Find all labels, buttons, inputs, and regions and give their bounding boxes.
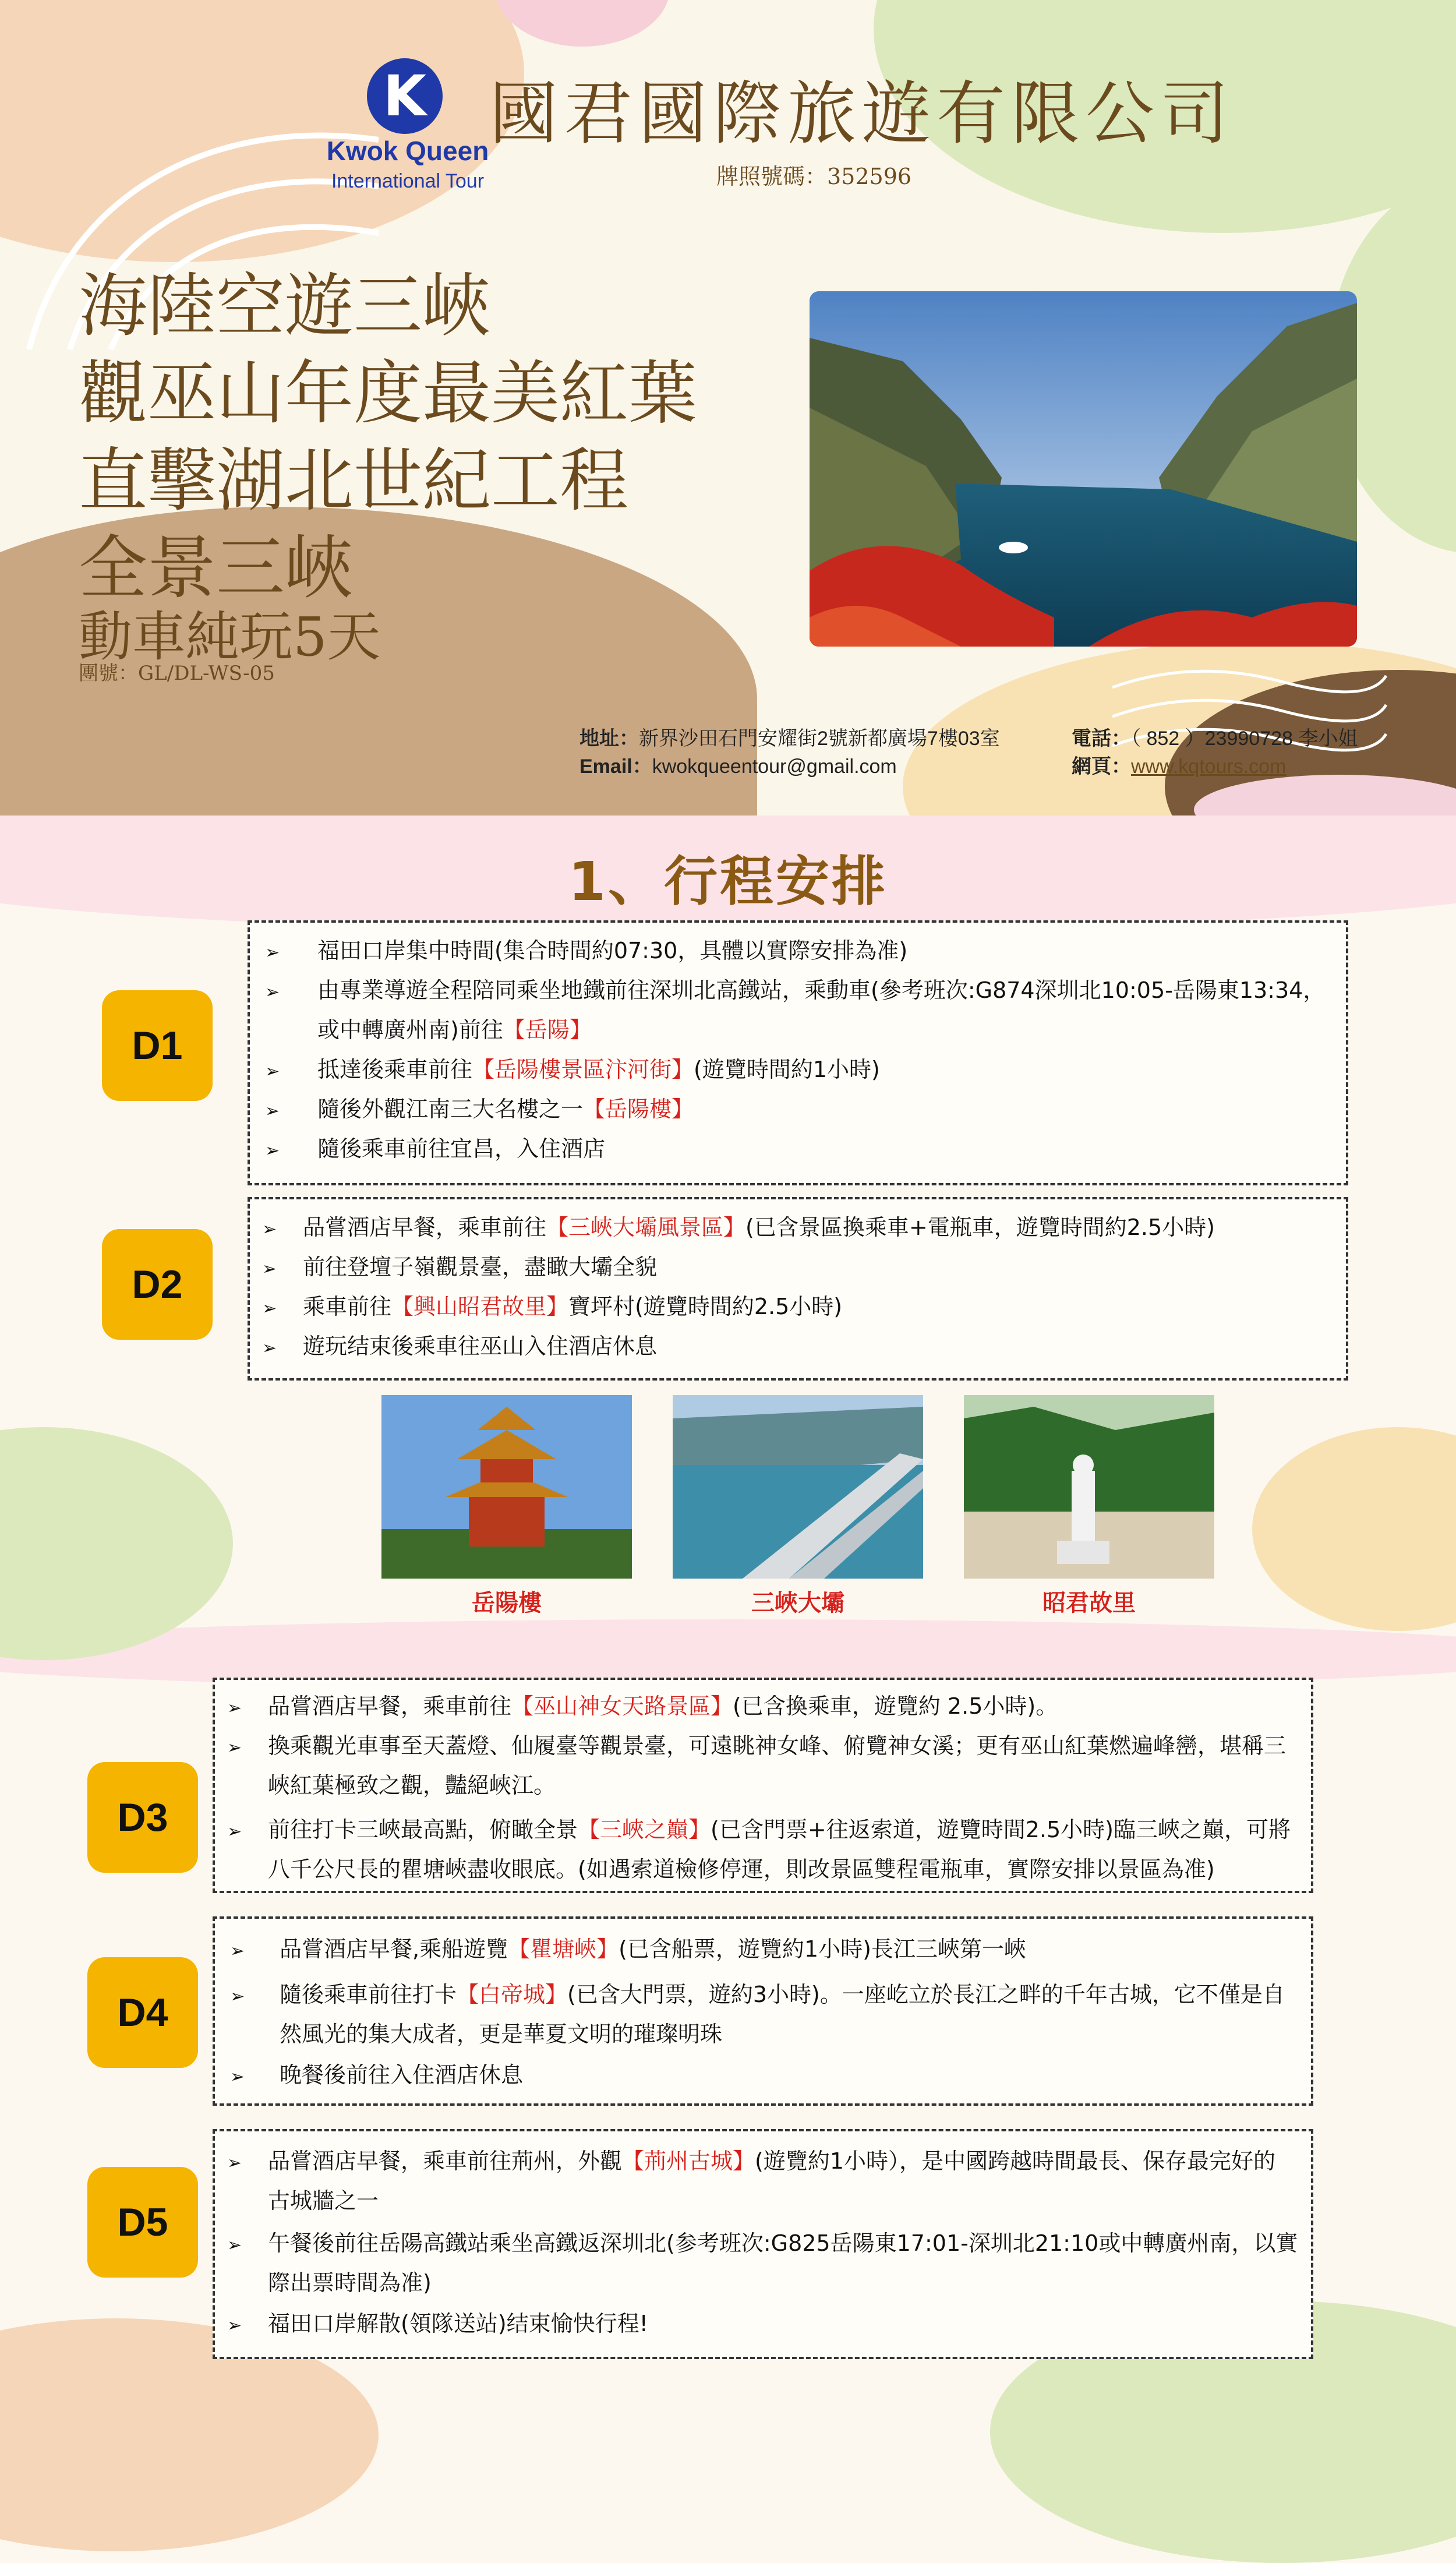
list-item: 八千公尺長的瞿塘峽盡收眼底。(如遇索道檢修停運，則改景區雙程電瓶車，實際安排以景區為准): [268, 1856, 1215, 1882]
section-title: 1、行程安排: [568, 850, 888, 913]
photo-three-gorges-dam: [673, 1395, 923, 1579]
arrow-bullet-icon: ➢: [265, 1101, 280, 1121]
title-line-4: 全景三峽: [79, 528, 354, 608]
photo-yueyang-tower: [381, 1395, 632, 1579]
list-item: 或中轉廣州南)前往【岳陽】: [317, 1017, 592, 1043]
arrow-bullet-icon: ➢: [227, 1821, 242, 1842]
list-item: 古城牆之一: [268, 2188, 379, 2214]
arrow-bullet-icon: ➢: [265, 1061, 280, 1082]
phone-label: 電話：: [1072, 728, 1131, 750]
list-item: ➢ 品嘗酒店早餐,乘船遊覽【瞿塘峽】(已含船票，遊覽約1小時)長江三峽第一峽: [230, 1929, 1026, 1971]
day-badge-d3: D3: [87, 1762, 198, 1873]
address-label: 地址：: [579, 728, 639, 750]
phone-value: （ 852 ）23990728 李小姐: [1131, 728, 1358, 750]
website-link[interactable]: www.kqtours.com: [1131, 756, 1287, 778]
list-item: ➢ 乘車前往【興山昭君故里】寶坪村(遊覽時間約2.5小時): [262, 1287, 842, 1329]
photo-zhaojun-hometown: [964, 1395, 1214, 1579]
kq-logo-icon: K: [367, 58, 443, 134]
arrow-bullet-icon: ➢: [265, 942, 280, 963]
list-item: ➢ 福田口岸集中時間(集合時間約07:30，具體以實際安排為准): [265, 931, 907, 973]
email-label: Email：: [579, 756, 652, 778]
arrow-bullet-icon: ➢: [230, 1986, 245, 2007]
arrow-bullet-icon: ➢: [230, 1941, 245, 1961]
arrow-bullet-icon: ➢: [227, 2153, 242, 2173]
list-item: 峽紅葉極致之觀，豔絕峽江。: [268, 1773, 556, 1798]
title-line-2: 觀巫山年度最美紅葉: [79, 353, 698, 433]
list-item: ➢ 換乘觀光車事至天蓋燈、仙履臺等觀景臺，可遠眺神女峰、俯覽神女溪；更有巫山紅葉燃遍峰巒，堪稱三: [227, 1726, 1286, 1768]
header: [0, 0, 1456, 816]
company-name: 國君國際旅遊有限公司: [489, 73, 1235, 154]
title-line-3: 直擊湖北世紀工程: [79, 440, 629, 521]
arrow-bullet-icon: ➢: [262, 1219, 277, 1240]
photo-caption-zhaojun-hometown: 昭君故里: [1042, 1590, 1136, 1616]
list-item: ➢ 由專業導遊全程陪同乘坐地鐵前往深圳北高鐵站，乘動車(參考班次:G874深圳北10:05-岳陽東13:34，: [265, 970, 1325, 1012]
arrow-bullet-icon: ➢: [262, 1338, 277, 1358]
list-item: ➢ 福田口岸解散(領隊送站)结束愉快行程!: [227, 2304, 648, 2346]
list-item: ➢ 品嘗酒店早餐，乘車前往荊州，外觀【荊州古城】(遊覽約1小時），是中國跨越時間最長、保存最完好的: [227, 2141, 1275, 2183]
list-item: 然風光的集大成者，更是華夏文明的璀璨明珠: [280, 2021, 723, 2047]
contact-address: [579, 722, 1000, 751]
list-item: 際出票時間為准): [268, 2270, 432, 2296]
list-item: ➢ 品嘗酒店早餐，乘車前往【巫山神女天路景區】(已含換乘車，遊覽約 2.5小時)。: [227, 1686, 1058, 1728]
bg-yellow-right: [1252, 1427, 1456, 1631]
arrow-bullet-icon: ➢: [262, 1298, 277, 1319]
contact-web: [1072, 750, 1286, 779]
day-badge-d4: D4: [87, 1957, 198, 2068]
list-item: ➢ 遊玩结束後乘車往巫山入住酒店休息: [262, 1326, 657, 1368]
web-label: 網頁：: [1072, 756, 1131, 778]
title-line-1: 海陸空遊三峽: [79, 266, 492, 346]
bg-green-left: [0, 1427, 233, 1660]
day-badge-d2: D2: [102, 1229, 213, 1340]
tour-code: 團號：GL/DL-WS-05: [79, 662, 275, 685]
list-item: ➢ 前往登壇子嶺觀景臺，盡瞰大壩全貌: [262, 1247, 657, 1289]
arrow-bullet-icon: ➢: [230, 2067, 245, 2087]
logo-text-secondary: International Tour: [331, 170, 485, 192]
arrow-bullet-icon: ➢: [265, 982, 280, 1002]
list-item: ➢ 晚餐後前往入住酒店休息: [230, 2055, 523, 2097]
contact-phone: [1072, 722, 1358, 751]
day-badge-d5: D5: [87, 2167, 198, 2278]
arrow-bullet-icon: ➢: [227, 1738, 242, 1758]
arrow-bullet-icon: ➢: [227, 2315, 242, 2336]
list-item: ➢ 午餐後前往岳陽高鐵站乘坐高鐵返深圳北(参考班次:G825岳陽東17:01-深圳北21:10或中轉廣州南，以實: [227, 2223, 1298, 2265]
title-subtitle: 動車純玩5天: [79, 606, 381, 668]
list-item: ➢ 品嘗酒店早餐，乘車前往【三峽大壩風景區】(已含景區換乘車+電瓶車，遊覽時間約2.5小時): [262, 1208, 1215, 1249]
day-badge-d1: D1: [102, 990, 213, 1101]
license-number: 牌照號碼：352596: [716, 164, 912, 189]
list-item: ➢ 抵達後乘車前往【岳陽樓景區汴河街】(遊覽時間約1小時): [265, 1050, 880, 1092]
photo-caption-three-gorges-dam: 三峽大壩: [751, 1590, 844, 1616]
arrow-bullet-icon: ➢: [227, 2235, 242, 2255]
company-logo[interactable]: [303, 58, 513, 198]
address-value: 新界沙田石門安耀街2號新都廣場7樓03室: [639, 728, 1000, 750]
bg-blob-pink: [495, 0, 670, 47]
list-item: ➢ 前往打卡三峽最高點，俯瞰全景【三峽之巔】(已含門票+往返索道，遊覽時間2.5小時)臨三峽之巔，可將: [227, 1810, 1291, 1852]
email-value[interactable]: kwokqueentour@gmail.com: [652, 756, 897, 778]
three-gorges-hero-photo: [810, 291, 1357, 647]
list-item: ➢ 隨後外觀江南三大名樓之一【岳陽樓】: [265, 1089, 694, 1131]
list-item: ➢ 隨後乘車前往宜昌，入住酒店: [265, 1129, 605, 1171]
logo-text-primary: Kwok Queen: [326, 136, 489, 166]
arrow-bullet-icon: ➢: [265, 1141, 280, 1161]
arrow-bullet-icon: ➢: [262, 1259, 277, 1279]
arrow-bullet-icon: ➢: [227, 1698, 242, 1718]
photo-caption-yueyang-tower: 岳陽樓: [472, 1590, 542, 1616]
list-item: ➢ 隨後乘車前往打卡【白帝城】(已含大門票，遊約3小時)。一座屹立於長江之畔的千年古城，它不僅是自: [230, 1975, 1285, 2017]
contact-email: [579, 750, 897, 779]
